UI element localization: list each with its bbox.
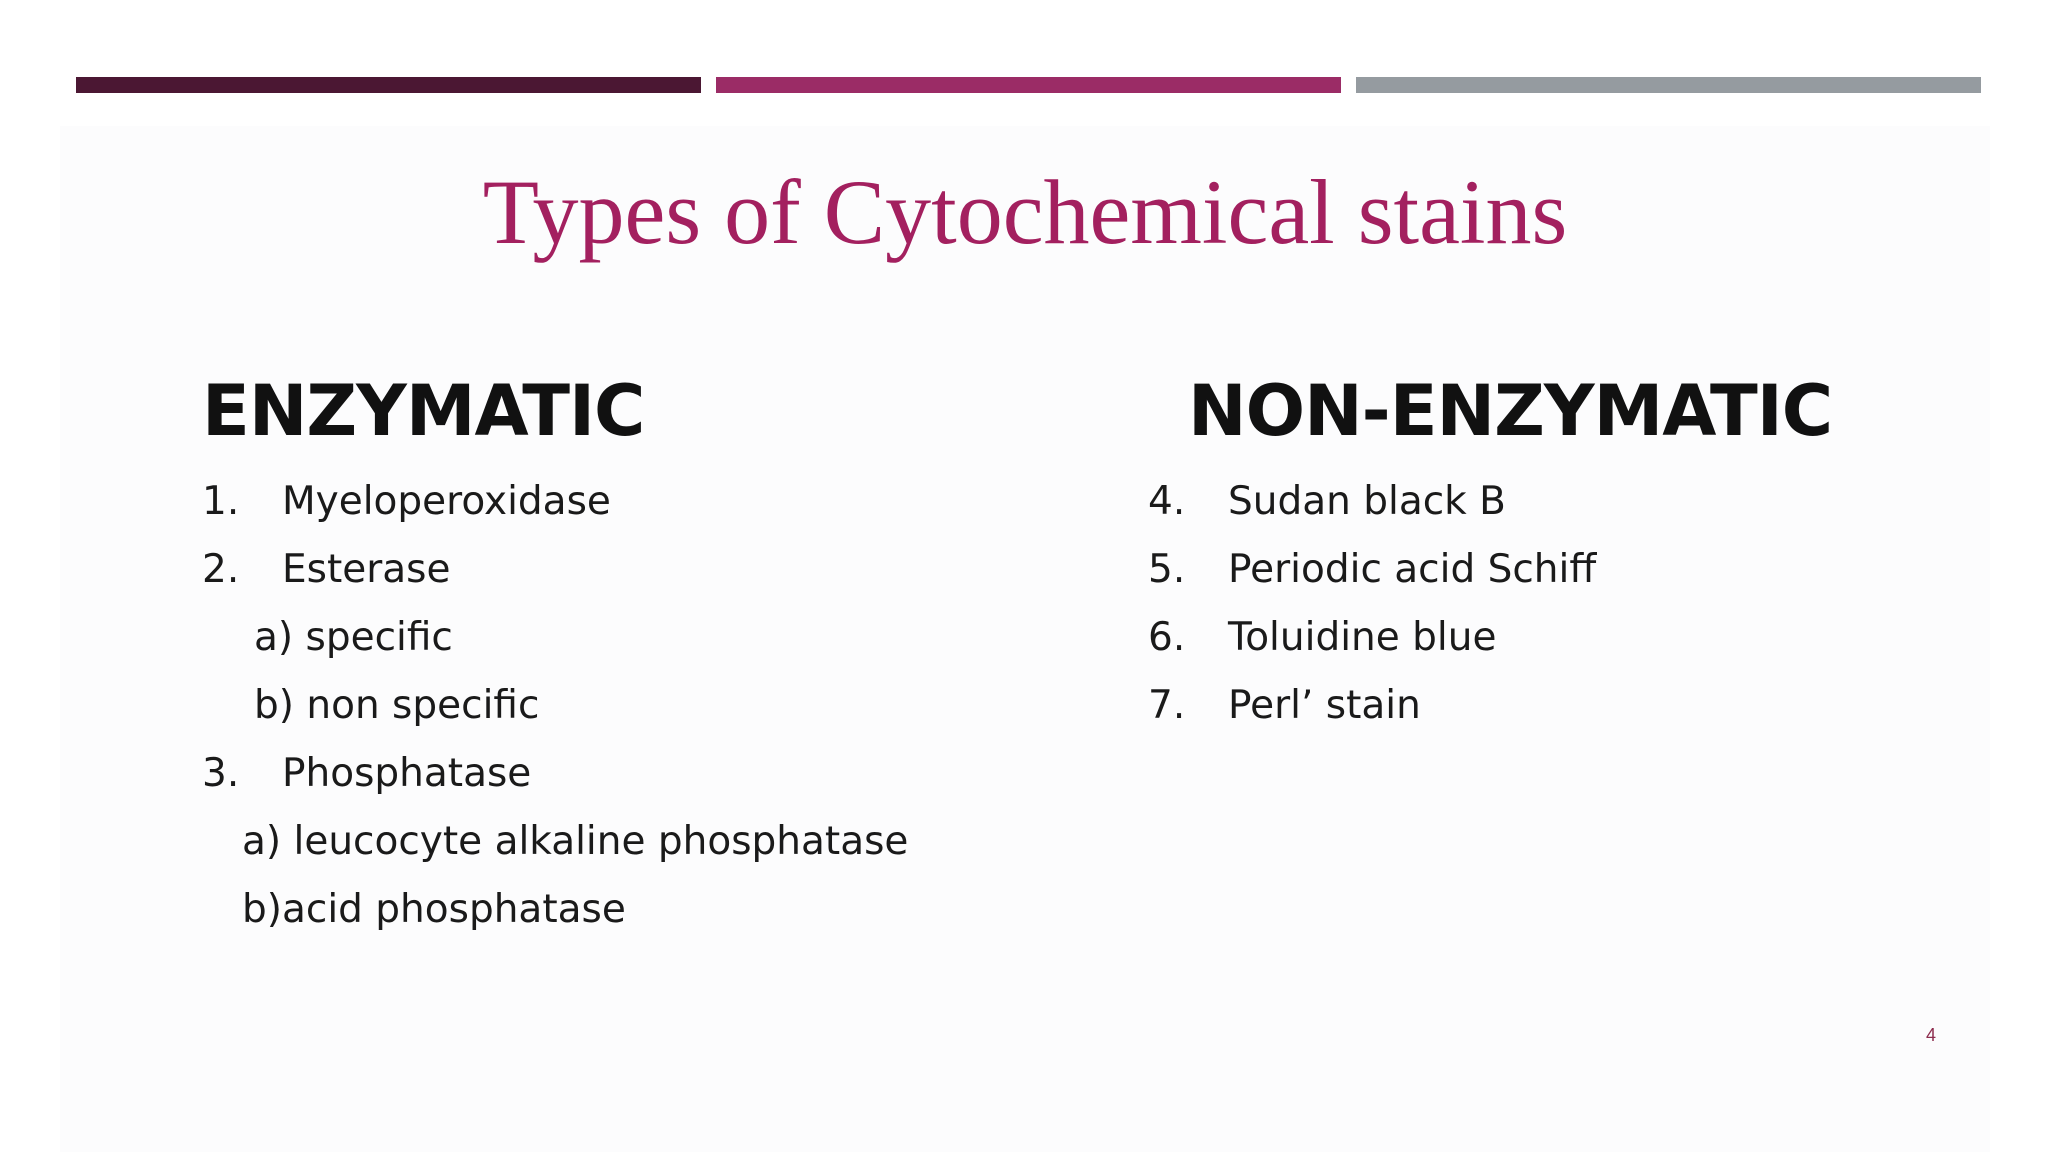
non-enzymatic-heading: NON-ENZYMATIC <box>1188 370 1833 452</box>
slide-content-image <box>60 126 1990 1152</box>
list-item-text: Phosphatase <box>282 751 532 796</box>
list-item-text: Perl’ stain <box>1228 683 1421 728</box>
page-number: 4 <box>1926 1025 1937 1045</box>
accent-bar-gray <box>1356 77 1981 93</box>
list-subitem-text: b) non specific <box>254 683 540 728</box>
accent-bar-magenta <box>716 77 1341 93</box>
slide-title: Types of Cytochemical stains <box>482 161 1568 263</box>
list-subitem-text: a) specific <box>254 615 453 660</box>
list-item-text: Esterase <box>282 547 451 592</box>
list-item-number: 5. <box>1148 547 1186 592</box>
list-item-number: 4. <box>1148 479 1186 524</box>
list-item-number: 2. <box>202 547 240 592</box>
enzymatic-heading: ENZYMATIC <box>202 370 645 452</box>
list-subitem <box>242 887 626 932</box>
list-item-number: 1. <box>202 479 240 524</box>
accent-bar-dark <box>76 77 701 93</box>
list-item-text: Sudan black B <box>1228 479 1506 524</box>
list-subitem <box>242 819 909 864</box>
list-subitem-text: b)acid phosphatase <box>242 887 626 932</box>
list-item-text: Toluidine blue <box>1228 615 1497 660</box>
list-subitem <box>254 683 540 728</box>
list-subitem-text: a) leucocyte alkaline phosphatase <box>242 819 909 864</box>
list-item-text: Myeloperoxidase <box>282 479 611 524</box>
list-item-number: 7. <box>1148 683 1186 728</box>
list-item-number: 6. <box>1148 615 1186 660</box>
list-item-text: Periodic acid Schiff <box>1228 547 1597 592</box>
list-subitem <box>254 615 453 660</box>
list-item-number: 3. <box>202 751 240 796</box>
